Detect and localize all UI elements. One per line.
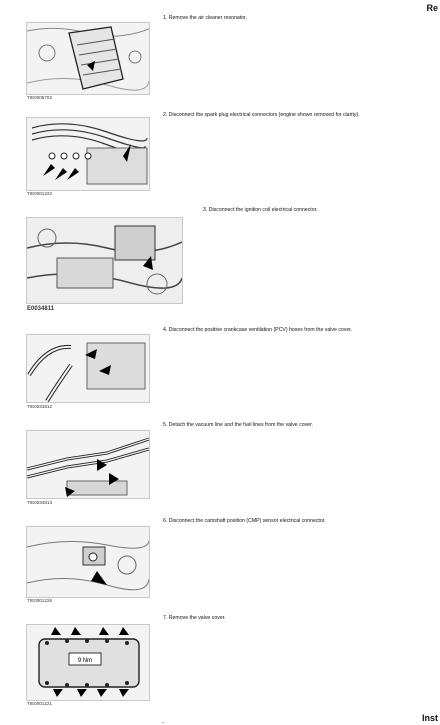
step-6-text <box>163 518 326 524</box>
header-bottom-right: Inst <box>421 713 438 723</box>
step-instruction: Disconnect the positive crankcase ventilation (PCV) hoses from the valve cover. <box>168 327 353 333</box>
figure-vacuum-and-fuel-lines <box>26 430 150 499</box>
figure-caption: TIE0034812 <box>27 404 53 409</box>
figure-cmp-sensor-connector <box>26 526 150 598</box>
step-number: 5. <box>163 422 168 428</box>
figure-air-cleaner-resonator <box>26 22 150 95</box>
figure-caption: TIE0001221 <box>27 701 53 706</box>
step-number: 4. <box>163 327 168 333</box>
figure-caption: TIE0001222 <box>27 191 53 196</box>
figure-pcv-hoses <box>26 334 150 403</box>
figure-valve-cover-removal <box>26 624 150 701</box>
step-1-text <box>163 15 247 21</box>
step-instruction: Remove the valve cover. <box>168 615 226 621</box>
figure-caption: TIE0034813 <box>27 500 53 505</box>
figure-caption: TIE0001226 <box>27 598 53 603</box>
step-instruction: Detach the vacuum line and the fuel lines from the valve cover. <box>168 422 313 428</box>
step-7-text <box>163 615 226 621</box>
step-3-text <box>203 207 318 213</box>
step-4-text <box>163 327 352 333</box>
step-2-text <box>163 112 360 118</box>
step-number: 3. <box>203 207 208 213</box>
header-top-right: Re <box>426 3 438 13</box>
figure-caption: E0034811 <box>27 306 55 312</box>
step-5-text <box>163 422 313 428</box>
footer-mark: . <box>162 716 165 725</box>
figure-ignition-coil-connector <box>26 217 183 304</box>
step-number: 6. <box>163 518 168 524</box>
step-instruction: Disconnect the spark plug electrical connectors (engine shown removed for clarity). <box>168 112 360 118</box>
step-instruction: Remove the air cleaner resonator. <box>168 15 247 21</box>
step-instruction: Disconnect the ignition coil electrical connector. <box>208 207 318 213</box>
torque-label: 9 Nm <box>77 658 93 664</box>
step-number: 2. <box>163 112 168 118</box>
step-number: 1. <box>163 15 168 21</box>
figure-caption: TIE0005702 <box>27 95 53 100</box>
step-instruction: Disconnect the camshaft position (CMP) sensor electrical connector. <box>168 518 326 524</box>
figure-spark-plug-connectors <box>26 117 150 191</box>
step-number: 7. <box>163 615 168 621</box>
